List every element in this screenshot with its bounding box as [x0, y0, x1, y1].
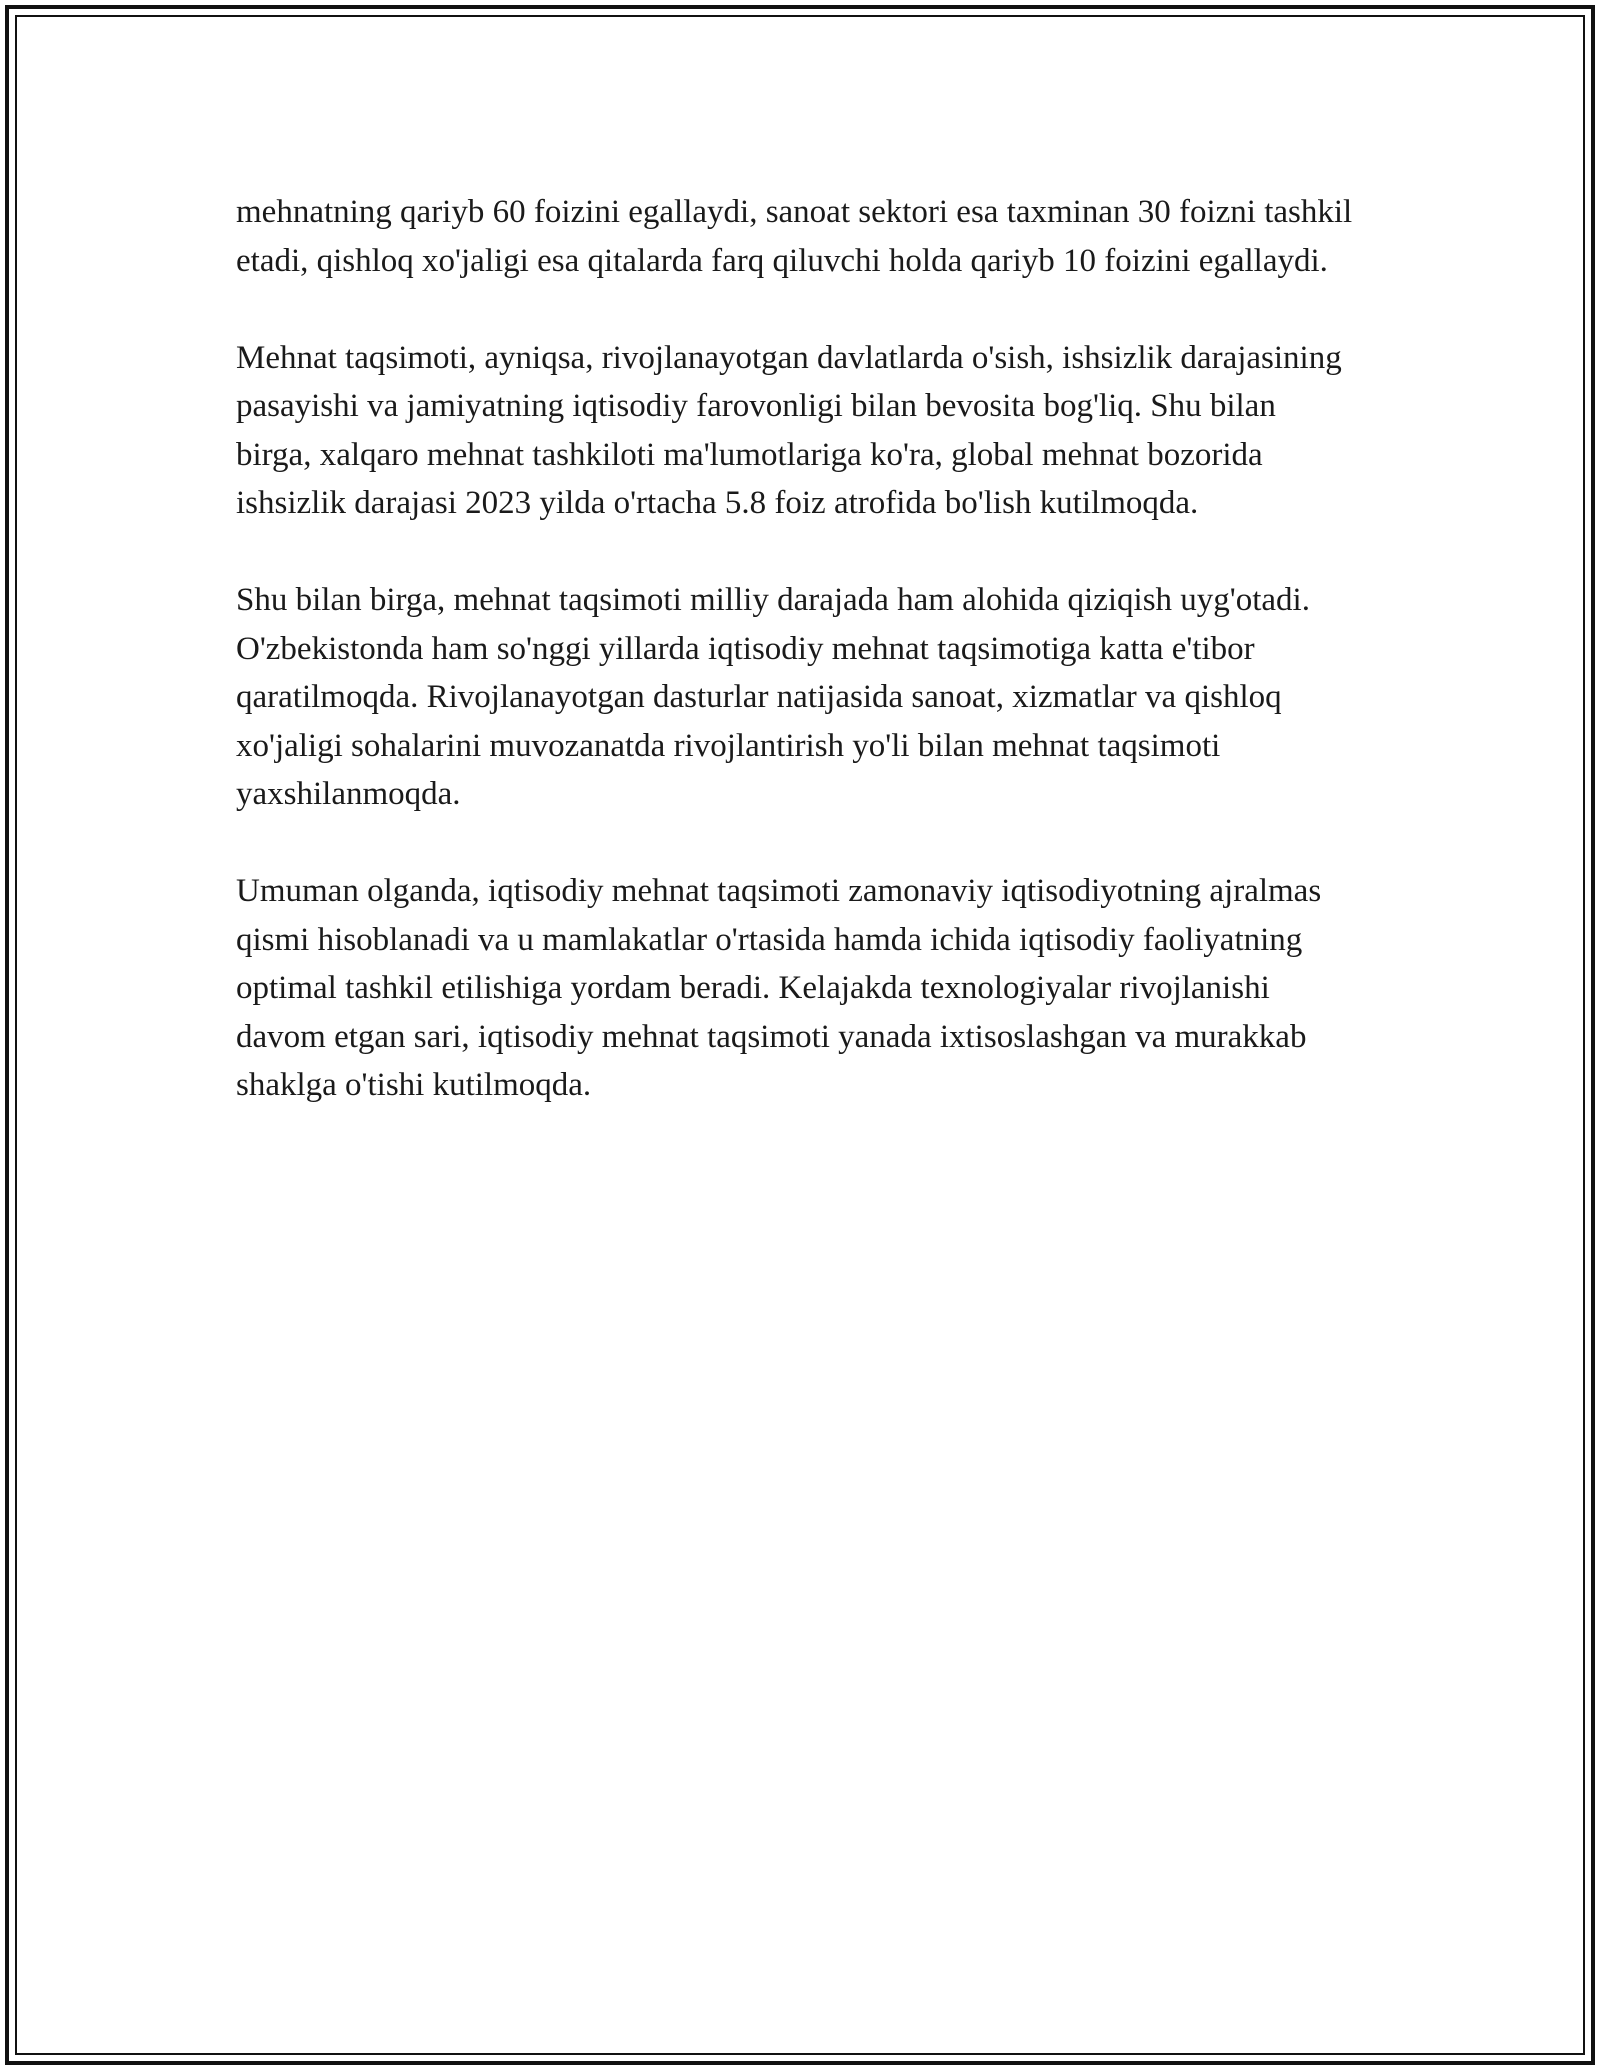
document-body — [236, 188, 1356, 1158]
paragraph-3: Shu bilan birga, mehnat taqsimoti milliy darajada ham alohida qiziqish uyg'otadi. O'zbekistonda ham so'nggi yillarda iqtisodiy mehnat taqsimotiga katta e'tibor qaratilmoqda. Rivojlanayotgan dasturlar natijasida sanoat, xizmatlar va qishloq xo'jaligi sohalarini muvozanatda rivojlantirish yo'li bilan mehnat taqsimoti yaxshilanmoqda. — [236, 582, 1310, 812]
paragraph-4: Umuman olganda, iqtisodiy mehnat taqsimoti zamonaviy iqtisodiyotning ajralmas qismi hisoblanadi va u mamlakatlar o'rtasida hamda ichida iqtisodiy faoliyatning optimal tashkil etilishiga yordam beradi. Kelajakda texnologiyalar rivojlanishi davom etgan sari, iqtisodiy mehnat taqsimoti yanada ixtisoslashgan va murakkab shaklga o'tishi kutilmoqda. — [236, 873, 1322, 1103]
paragraph-1: mehnatning qariyb 60 foizini egallaydi, sanoat sektori esa taxminan 30 foizni tashkil etadi, qishloq xo'jaligi esa qitalarda farq qiluvchi holda qariyb 10 foizini egallaydi. — [236, 194, 1353, 279]
paragraph-2: Mehnat taqsimoti, ayniqsa, rivojlanayotgan davlatlarda o'sish, ishsizlik darajasining pasayishi va jamiyatning iqtisodiy farovonligi bilan bevosita bog'liq. Shu bilan birga, xalqaro mehnat tashkiloti ma'lumotlariga ko'ra, global mehnat bozorida ishsizlik darajasi 2023 yilda o'rtacha 5.8 foiz atrofida bo'lish kutilmoqda. — [236, 339, 1342, 521]
